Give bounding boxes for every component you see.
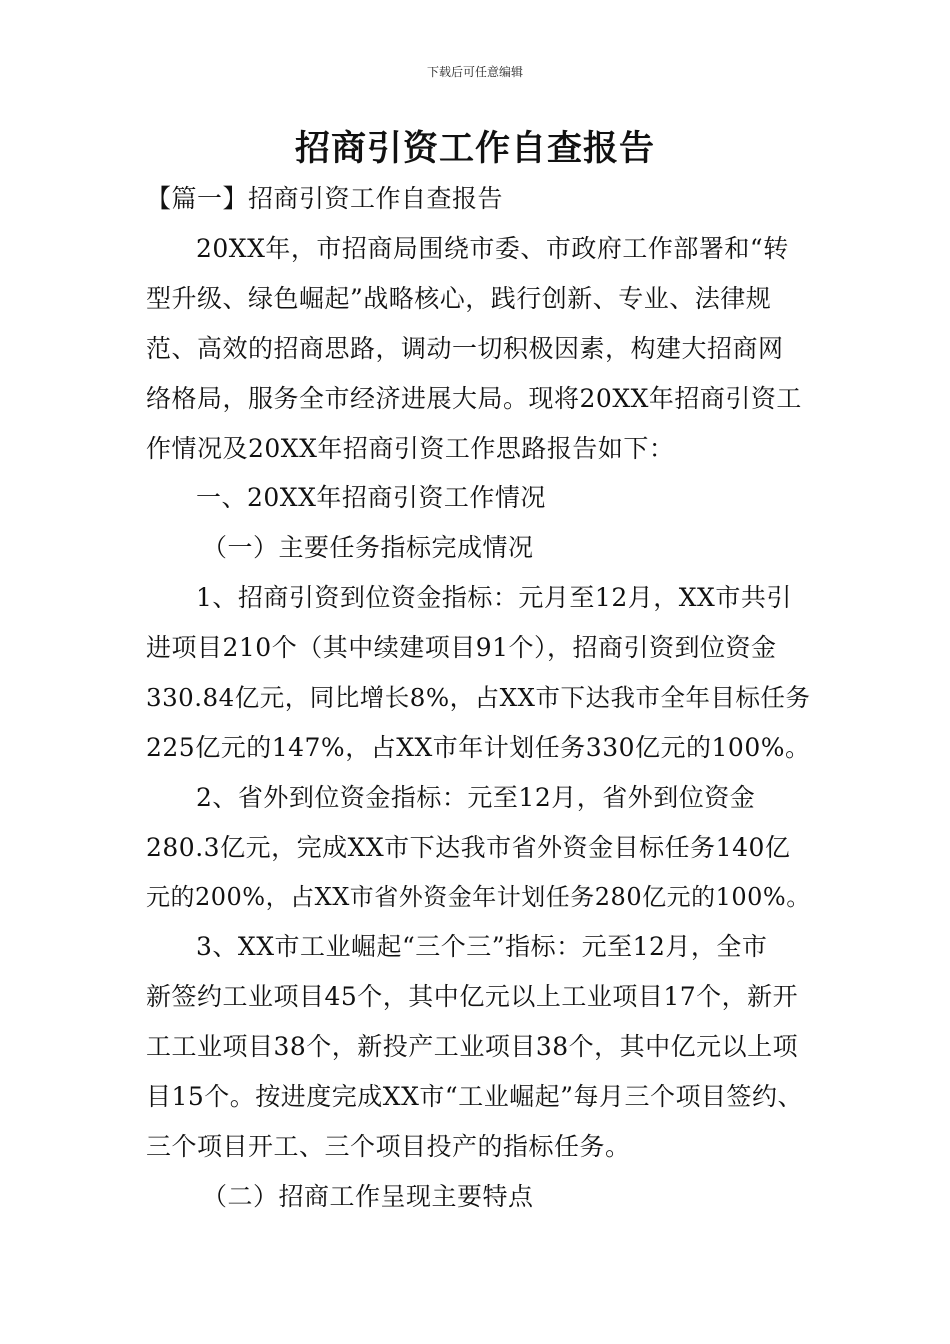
paragraph-line: 2、省外到位资金指标：元至12月，省外到位资金: [196, 783, 756, 812]
header-note: 下载后可任意编辑: [426, 65, 523, 79]
paragraph-line: 进项目210个（其中续建项目91个），招商引资到位资金: [146, 633, 777, 662]
paragraph-line: 3、XX市工业崛起“三个三”指标：元至12月，全市: [196, 932, 768, 961]
paragraph-line: 元的200%，占XX市省外资金年计划任务280亿元的100%。: [146, 883, 811, 911]
paragraph-line: 络格局，服务全市经济进展大局。现将20XX年招商引资工: [146, 384, 802, 413]
paragraph-line: 新签约工业项目45个，其中亿元以上工业项目17个，新开: [146, 982, 799, 1011]
paragraph-line: 225亿元的147%，占XX市年计划任务330亿元的100%。: [146, 733, 811, 762]
paragraph-line: 1、招商引资到位资金指标：元月至12月，XX市共引: [196, 583, 792, 612]
section-title: 【篇一】招商引资工作自查报告: [146, 184, 504, 213]
heading-level-1: 一、20XX年招商引资工作情况: [196, 483, 546, 512]
heading-level-2: （一）主要任务指标完成情况: [202, 533, 534, 562]
paragraph-line: 目15个。按进度完成XX市“工业崛起”每月三个项目签约、: [146, 1082, 803, 1111]
paragraph-line: 范、高效的招商思路，调动一切积极因素，构建大招商网: [146, 334, 784, 363]
paragraph-line: 280.3亿元，完成XX市下达我市省外资金目标任务140亿: [146, 833, 791, 862]
paragraph-line: 330.84亿元，同比增长8%，占XX市下达我市全年目标任务: [146, 683, 811, 712]
paragraph-line: 作情况及20XX年招商引资工作思路报告如下：: [146, 434, 675, 463]
paragraph-line: 三个项目开工、三个项目投产的指标任务。: [146, 1132, 631, 1161]
paragraph-line: 工工业项目38个，新投产工业项目38个，其中亿元以上项: [146, 1032, 799, 1061]
heading-level-2: （二）招商工作呈现主要特点: [202, 1182, 534, 1211]
document-title: 招商引资工作自查报告: [294, 129, 655, 169]
paragraph-line: 型升级、绿色崛起”战略核心，践行创新、专业、法律规: [146, 284, 772, 313]
paragraph-line: 20XX年，市招商局围绕市委、市政府工作部署和“转: [196, 234, 789, 263]
